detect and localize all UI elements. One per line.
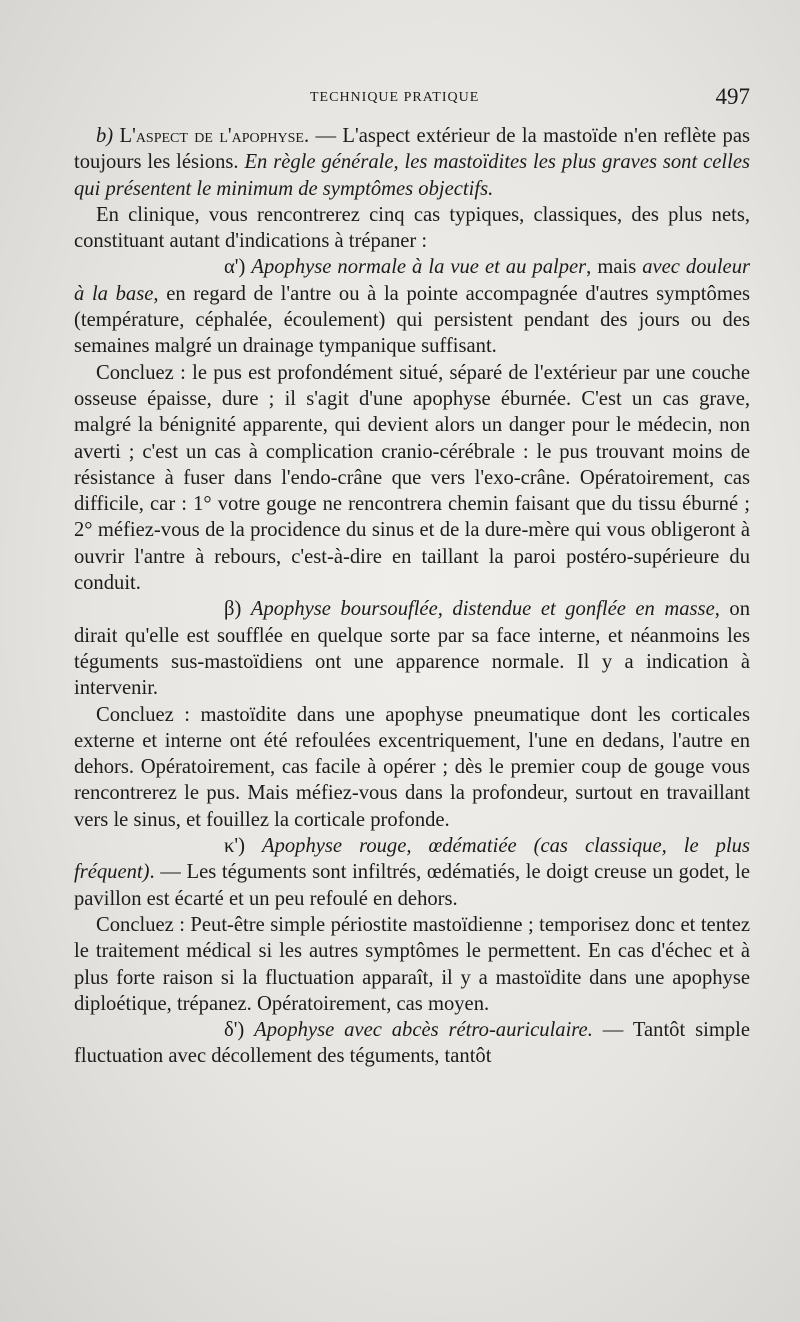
case-alpha-pain: avec douleur à la base (74, 256, 750, 305)
case-delta-title: Apophyse avec abcès rétro-auriculaire. (254, 1019, 593, 1042)
case-alpha-conclusion: Concluez : le pus est profondément situé, séparé de l'extérieur par une couche osseuse épaisse, dure ; il s'agit d'une apophyse éburnée. C'est un cas grave, malgré la bénignité apparente, qui devient alors un danger pour le médecin, non averti ; c'est un cas à complication cranio-cérébrale : le pus trouvant moins de résistance à fuser dans l'endo-crâne que vers l'exo-crâne. Opératoirement, cas difficile, car : 1° votre gouge ne rencontrera chemin faisant que du tissu éburné ; 2° méfiez-vous de la procidence du sinus et de la dure-mère qui vous obligeront à ouvrir l'antre à rebours, c'est-à-dire en taillant la paroi postéro-supérieure du conduit. (74, 361, 750, 595)
intro-paragraph: En clinique, vous rencontrerez cinq cas typiques, classiques, des plus nets, constituant autant d'indications à trépaner : (74, 203, 750, 253)
case-beta-paragraph (74, 596, 750, 701)
case-beta-title: Apophyse boursouflée, distendue et gonflée en masse (250, 598, 715, 621)
case-delta-text: — Tantôt simple fluctuation avec décollement des téguments, tantôt (74, 1019, 750, 1068)
case-kappa-marker: κ') (224, 835, 262, 858)
case-kappa-title: Apophyse rouge, œdématiée (cas classique, le plus fréquent) (74, 835, 750, 884)
case-kappa-text: . — Les téguments sont infiltrés, œdématiés, le doigt creuse un godet, le pavillon est écarté et un peu refoulé en dehors. (74, 861, 750, 910)
case-alpha-mid: , mais (586, 256, 643, 279)
case-alpha-title: Apophyse normale à la vue et au palper (251, 256, 587, 279)
page-number: 497 (715, 84, 750, 109)
case-delta-marker: δ') (224, 1019, 255, 1042)
case-delta-paragraph (74, 1017, 750, 1070)
section-b-paragraph (74, 123, 750, 202)
case-alpha-paragraph (74, 254, 750, 359)
case-beta-text: , on dirait qu'elle est soufflée en quelque sorte par sa face interne, et néanmoins les téguments sus-mastoïdiens ont une apparence normale. Il y a indication à intervenir. (74, 598, 750, 700)
page-header (72, 84, 750, 112)
running-title: TECHNIQUE PRATIQUE (310, 90, 480, 105)
section-marker: b) (96, 125, 114, 147)
case-beta-conclusion: Concluez : mastoïdite dans une apophyse pneumatique dont les corticales externe et interne ont été refoulées excentriquement, l'une en dedans, l'autre en dehors. Opératoirement, cas facile à opérer ; dès le premier coup de gouge vous rencontrerez le pus. Mais méfiez-vous dans la profondeur, surtout en travaillant vers le sinus, et fouillez la corticale profonde. (74, 703, 750, 831)
case-beta-marker: β) (224, 598, 251, 621)
general-rule-text: En règle générale, les mastoïdites les plus graves sont celles qui présentent le minimum de symptômes objectifs. (74, 151, 750, 200)
section-lead-text: — L'aspect extérieur de la mastoïde n'en reflète pas toujours les lésions. (74, 125, 750, 174)
case-kappa-conclusion: Concluez : Peut-être simple périostite mastoïdienne ; temporisez donc et tentez le traitement médical si les autres symptômes le permettent. En cas d'échec et à plus forte raison si la fluctuation apparaît, il y a mastoïdite dans une apophyse diploétique, trépanez. Opératoirement, cas moyen. (74, 913, 750, 1015)
section-heading: L'aspect de l'apophyse. (119, 125, 310, 147)
page-body (74, 123, 750, 1070)
case-alpha-text: , en regard de l'antre ou à la pointe accompagnée d'autres symptômes (température, céphalée, écoulement) qui persistent pendant des jours ou des semaines malgré un drainage tympanique suffisant. (74, 282, 750, 358)
case-kappa-paragraph (74, 833, 750, 912)
case-alpha-marker: α') (224, 256, 252, 279)
